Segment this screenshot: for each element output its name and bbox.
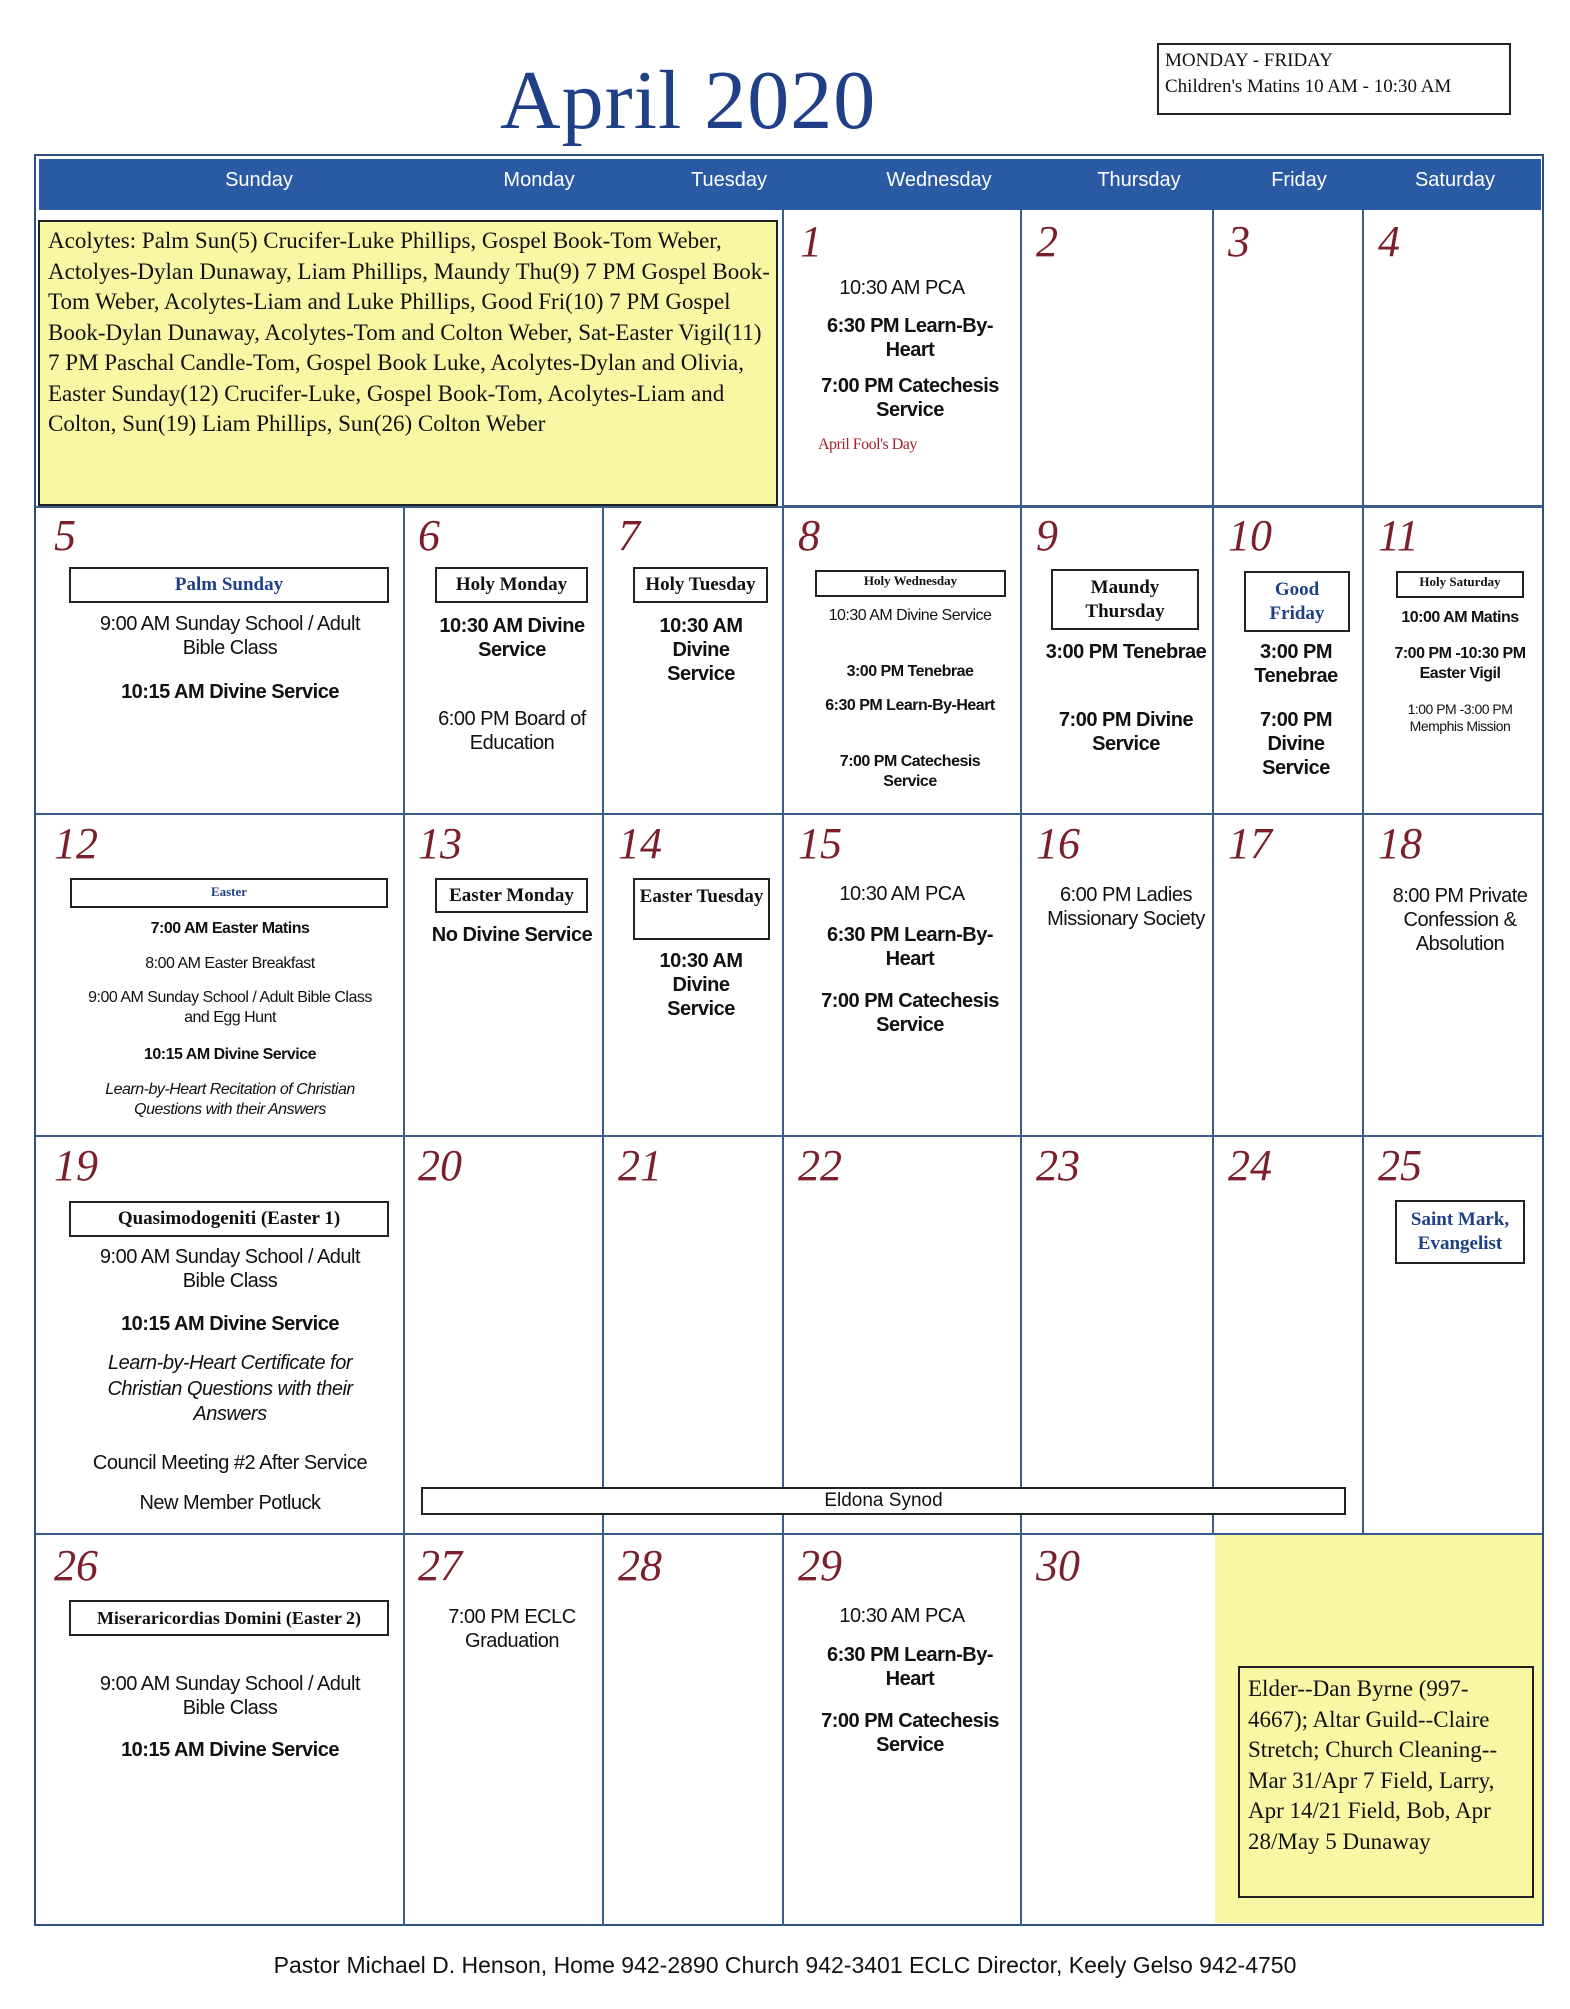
event-divine-service: 10:15 AM Divine Service	[144, 1046, 316, 1063]
event-learn-by-heart: 6:30 PM Learn-By-Heart	[825, 697, 995, 714]
grid-line	[1362, 208, 1364, 1535]
elder-note: Elder--Dan Byrne (997-4667); Altar Guild--Claire Stretch; Church Cleaning--Mar 31/Apr 7 Field, Larry, Apr 14/21 Field, Bob, Apr 28/May 5 Dunaway	[1238, 1666, 1534, 1898]
day-number: 19	[54, 1141, 98, 1190]
event-learn-by-heart: 6:30 PM Learn-By-Heart	[827, 1644, 993, 1690]
holy-wednesday-label: Holy Wednesday	[815, 570, 1006, 597]
event-pca: 10:30 AM PCA	[839, 277, 965, 299]
grid-line	[1212, 208, 1214, 1535]
day-number: 30	[1036, 1541, 1080, 1590]
event-private-confession: 8:00 PM Private Confession & Absolution	[1392, 885, 1528, 955]
grid-line	[403, 506, 405, 1926]
event-tenebrae: 3:00 PM Tenebrae	[1254, 641, 1338, 687]
event-sunday-school: 9:00 AM Sunday School / Adult Bible Class	[99, 1246, 361, 1292]
event-recitation: Learn-by-Heart Recitation of Christian Questions with their Answers	[105, 1081, 355, 1118]
weekday-friday: Friday	[1271, 169, 1327, 191]
event-sunday-school: 9:00 AM Sunday School / Adult Bible Class	[99, 613, 361, 659]
acolytes-note: Acolytes: Palm Sun(5) Crucifer-Luke Phillips, Gospel Book-Tom Weber, Actolyes-Dylan Dunaway, Liam Phillips, Maundy Thu(9) 7 PM Gospel Book-Tom Weber, Acolytes-Liam and Luke Phillips, Good Fri(10) 7 PM Gospel Book-Dylan Dunaway, Acolytes-Tom and Colton Weber, Sat-Easter Vigil(11) 7 PM Paschal Candle-Tom, Gospel Book Luke, Acolytes-Dylan and Olivia, Easter Sunday(12) Crucifer-Luke, Gospel Book-Tom, Acolytes-Liam and Colton, Sun(19) Liam Phillips, Sun(26) Colton Weber	[48, 228, 770, 436]
day-number: 14	[618, 819, 662, 868]
event-council-meeting: Council Meeting #2 After Service	[92, 1452, 368, 1474]
event-learn-by-heart: 6:30 PM Learn-By-Heart	[827, 315, 993, 361]
event-divine-service: 10:15 AM Divine Service	[121, 1739, 339, 1761]
day-number: 5	[54, 511, 76, 560]
holy-monday-label: Holy Monday	[435, 567, 588, 603]
easter-label: Easter	[70, 878, 388, 908]
holy-tuesday-label: Holy Tuesday	[633, 567, 768, 603]
footer-contact: Pastor Michael D. Henson, Home 942-2890 Church 942-3401 ECLC Director, Keely Gelso 942-4750	[273, 1952, 1297, 1978]
event-divine-service: 10:30 AM Divine Service	[659, 615, 743, 685]
misericordias-label: Miseraricordias Domini (Easter 2)	[69, 1600, 389, 1636]
day-number: 3	[1228, 217, 1250, 266]
day-number: 12	[54, 819, 98, 868]
event-divine-service: 10:30 AM Divine Service	[828, 607, 992, 624]
day-number: 1	[800, 217, 822, 266]
day-number: 16	[1036, 819, 1080, 868]
grid-line	[782, 208, 784, 1926]
easter-tuesday-label: Easter Tuesday	[633, 878, 770, 940]
event-potluck: New Member Potluck	[139, 1492, 321, 1514]
grid-line	[602, 506, 604, 1926]
info-line-1: MONDAY - FRIDAY	[1165, 50, 1333, 71]
event-easter-matins: 7:00 AM Easter Matins	[150, 920, 310, 937]
weekday-sunday: Sunday	[225, 169, 293, 191]
page-title: April 2020	[500, 54, 877, 147]
event-tenebrae: 3:00 PM Tenebrae	[1045, 641, 1207, 663]
event-catechesis: 7:00 PM Catechesis Service	[821, 375, 999, 421]
event-easter-breakfast: 8:00 AM Easter Breakfast	[145, 955, 315, 972]
day-number: 18	[1378, 819, 1422, 868]
event-matins: 10:00 AM Matins	[1401, 609, 1519, 626]
event-divine-service: 7:00 PM Divine Service	[1058, 709, 1194, 755]
event-easter-vigil: 7:00 PM -10:30 PM Easter Vigil	[1394, 645, 1526, 682]
event-pca: 10:30 AM PCA	[839, 1605, 965, 1627]
day-number: 20	[418, 1141, 462, 1190]
event-memphis-mission: 1:00 PM -3:00 PM Memphis Mission	[1407, 701, 1513, 734]
day-number: 25	[1378, 1141, 1422, 1190]
day-number: 11	[1378, 511, 1419, 560]
day-number: 7	[618, 511, 640, 560]
grid-line	[36, 1135, 1542, 1137]
event-divine-service: 10:30 AM Divine Service	[439, 615, 585, 661]
event-learn-by-heart: 6:30 PM Learn-By-Heart	[827, 924, 993, 970]
holy-saturday-label: Holy Saturday	[1396, 571, 1524, 598]
easter-monday-label: Easter Monday	[435, 878, 588, 913]
event-divine-service: 10:15 AM Divine Service	[121, 681, 339, 703]
day-number: 21	[618, 1141, 662, 1190]
day-number: 26	[54, 1541, 98, 1590]
grid-line	[36, 813, 1542, 815]
event-divine-service: 10:30 AM Divine Service	[659, 950, 743, 1020]
day-number: 15	[798, 819, 842, 868]
childrens-matins-box	[1157, 43, 1511, 115]
weekday-saturday: Saturday	[1414, 169, 1496, 191]
event-sunday-school: 9:00 AM Sunday School / Adult Bible Class	[99, 1673, 361, 1719]
saint-mark-label: Saint Mark, Evangelist	[1395, 1200, 1525, 1264]
info-line-2: Children's Matins 10 AM - 10:30 AM	[1165, 76, 1452, 97]
day-number: 17	[1228, 819, 1272, 868]
weekday-header	[39, 159, 1541, 210]
event-catechesis: 7:00 PM Catechesis Service	[839, 753, 981, 790]
synod-banner: Eldona Synod	[421, 1487, 1346, 1515]
weekday-monday: Monday	[503, 169, 575, 191]
day-number: 28	[618, 1541, 662, 1590]
weekday-tuesday: Tuesday	[691, 169, 767, 191]
day-number: 27	[418, 1541, 462, 1590]
day-number: 2	[1036, 217, 1058, 266]
good-friday-label: Good Friday	[1244, 571, 1350, 632]
event-divine-service: 10:15 AM Divine Service	[121, 1313, 339, 1335]
day-number: 4	[1378, 217, 1400, 266]
day-number: 24	[1228, 1141, 1272, 1190]
event-catechesis: 7:00 PM Catechesis Service	[821, 990, 999, 1036]
event-sunday-school-egg-hunt: 9:00 AM Sunday School / Adult Bible Class and Egg Hunt	[88, 989, 372, 1026]
day-number: 6	[418, 511, 440, 560]
grid-line	[36, 506, 1542, 508]
event-ladies-missionary: 6:00 PM Ladies Missionary Society	[1047, 884, 1205, 930]
quasimodogeniti-label: Quasimodogeniti (Easter 1)	[69, 1201, 389, 1237]
palm-sunday-label: Palm Sunday	[69, 567, 389, 603]
event-catechesis: 7:00 PM Catechesis Service	[821, 1710, 999, 1756]
event-board-of-education: 6:00 PM Board of Education	[438, 708, 586, 754]
grid-line	[1020, 208, 1022, 1926]
event-pca: 10:30 AM PCA	[839, 883, 965, 905]
day-number: 13	[418, 819, 462, 868]
day-number: 10	[1228, 511, 1272, 560]
event-divine-service: 7:00 PM Divine Service	[1259, 709, 1333, 779]
event-eclc-graduation: 7:00 PM ECLC Graduation	[448, 1606, 576, 1652]
event-tenebrae: 3:00 PM Tenebrae	[846, 663, 974, 680]
event-certificate: Learn-by-Heart Certificate for Christian Questions with their Answers	[107, 1352, 353, 1425]
event-no-service: No Divine Service	[431, 924, 593, 946]
weekday-thursday: Thursday	[1097, 169, 1181, 191]
day-number: 23	[1036, 1141, 1080, 1190]
event-april-fools: April Fool's Day	[818, 436, 917, 453]
day-number: 9	[1036, 511, 1058, 560]
day-number: 8	[798, 511, 820, 560]
maundy-thursday-label: Maundy Thursday	[1051, 569, 1199, 630]
day-number: 29	[798, 1541, 842, 1590]
day-number: 22	[798, 1141, 842, 1190]
weekday-wednesday: Wednesday	[886, 169, 992, 191]
